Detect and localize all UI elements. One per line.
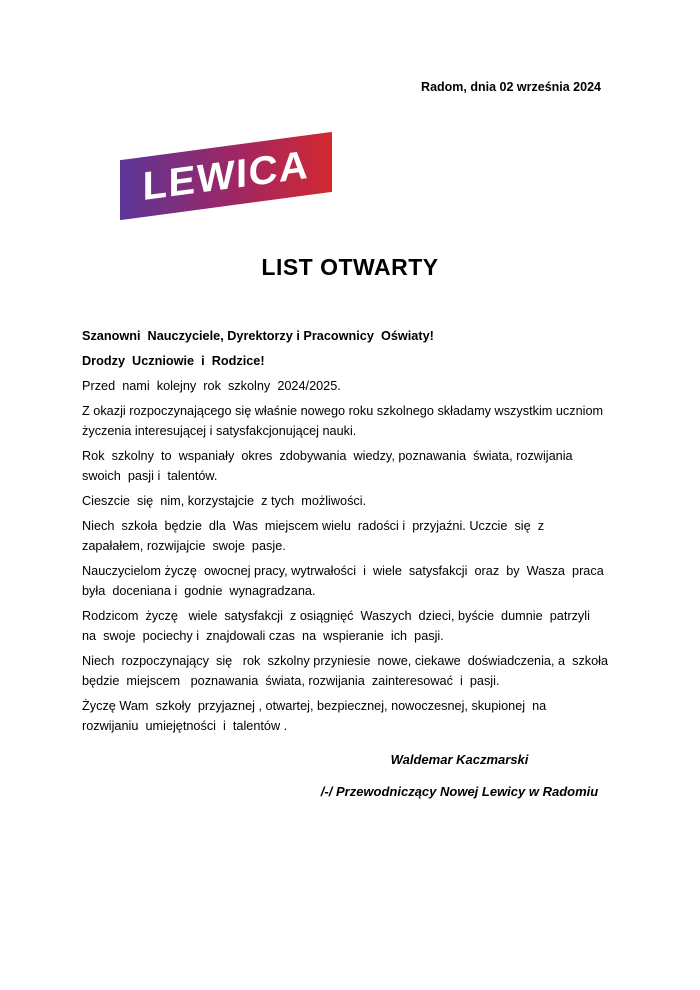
paragraph	[82, 491, 700, 511]
paragraph-line: Drodzy Uczniowie i Rodzice!	[82, 354, 265, 368]
paragraph-line: Nauczycielom życzę owocnej pracy, wytrwałości i wiele satysfakcji oraz by Wasza praca	[82, 564, 604, 578]
paragraph-line: będzie miejscem poznawania świata, rozwijania zainteresować i pasji.	[82, 674, 500, 688]
letter-title: LIST OTWARTY	[261, 254, 439, 280]
paragraph	[82, 516, 700, 556]
paragraph	[82, 651, 700, 691]
paragraph-line: Przed nami kolejny rok szkolny 2024/2025.	[82, 379, 341, 393]
paragraph	[82, 696, 700, 736]
paragraph-line: Niech szkoła będzie dla Was miejscem wielu radości i przyjaźni. Uczcie się z	[82, 519, 545, 533]
signature-name: Waldemar Kaczmarski	[390, 752, 529, 767]
lewica-logo-text: LEWICA	[142, 142, 310, 210]
lewica-logo	[120, 132, 332, 220]
paragraph-line: życzenia interesującej i satysfakcjonującej nauki.	[82, 424, 357, 438]
paragraph	[82, 606, 700, 646]
signature-role: /-/ Przewodniczący Nowej Lewicy w Radomiu	[320, 784, 599, 799]
paragraph-line: na swoje pociechy i znajdowali czas na wspieranie ich pasji.	[82, 629, 444, 643]
paragraph	[82, 326, 700, 346]
paragraph	[82, 376, 700, 396]
paragraph	[82, 401, 700, 441]
paragraph-line: Z okazji rozpoczynającego się właśnie nowego roku szkolnego składamy wszystkim uczniom	[82, 404, 604, 418]
paragraph	[82, 446, 700, 486]
paragraph-line: rozwijaniu umiejętności i talentów .	[82, 719, 288, 733]
paragraph-line: Szanowni Nauczyciele, Dyrektorzy i Pracownicy Oświaty!	[82, 329, 434, 343]
signature-block	[287, 750, 632, 802]
paragraph-line: Rodzicom życzę wiele satysfakcji z osiągnięć Waszych dzieci, byście dumnie patrzyli	[82, 609, 590, 623]
date-line: Radom, dnia 02 września 2024	[421, 80, 601, 94]
paragraph-line: Cieszcie się nim, korzystajcie z tych możliwości.	[82, 494, 367, 508]
paragraph-line: zapałałem, rozwijajcie swoje pasje.	[82, 539, 286, 553]
paragraph-line: Rok szkolny to wspaniały okres zdobywania wiedzy, poznawania świata, rozwijania	[82, 449, 573, 463]
letter-body	[0, 326, 700, 736]
paragraph	[82, 351, 700, 371]
paragraph-line: swoich pasji i talentów.	[82, 469, 218, 483]
paragraph	[82, 561, 700, 601]
paragraph-line: Życzę Wam szkoły przyjaznej , otwartej, bezpiecznej, nowoczesnej, skupionej na	[82, 699, 547, 713]
paragraph-line: była doceniana i godnie wynagradzana.	[82, 584, 316, 598]
paragraph-line: Niech rozpoczynający się rok szkolny przyniesie nowe, ciekawe doświadczenia, a szkoła	[82, 654, 609, 668]
